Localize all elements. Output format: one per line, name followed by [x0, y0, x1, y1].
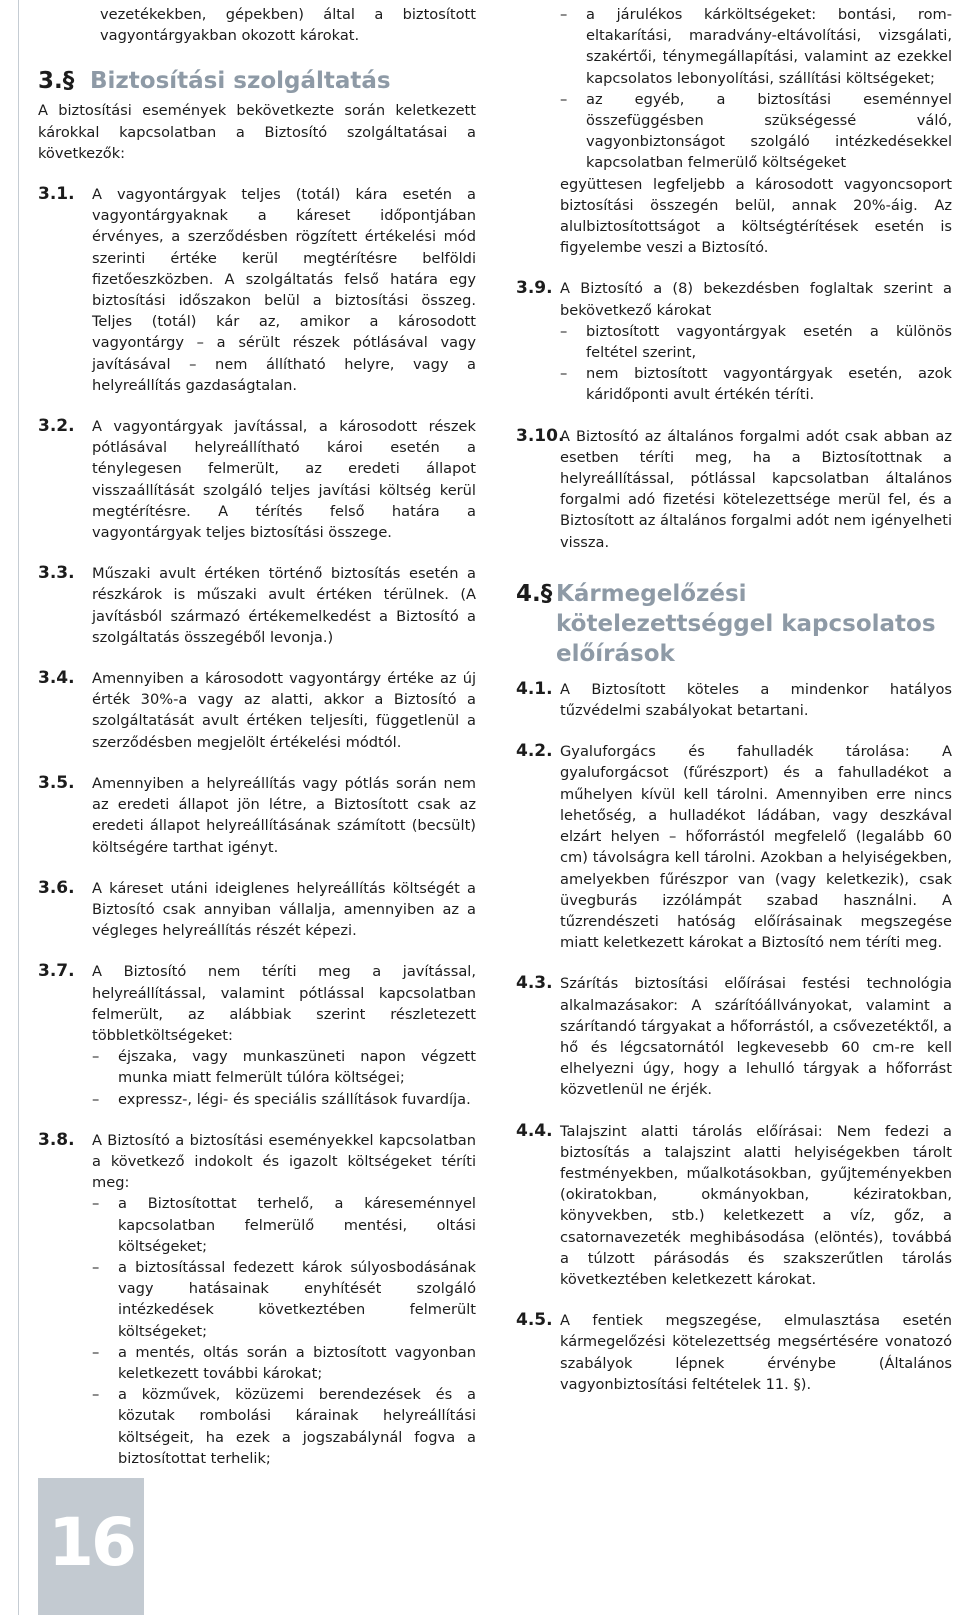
clause-3-2: [38, 416, 476, 543]
clause-text: A fentiek megszegése, elmulasztása esetén kármegelőzési kötelezettség megsértésére vonatozó szabályok lépnek érvénybe (Általános vagyonbiztosítási feltételek 11. §).: [560, 1312, 952, 1393]
clause-3-4: [38, 668, 476, 753]
dash-marker: –: [92, 1386, 100, 1404]
clause-4-4: [516, 1121, 952, 1291]
clause-text: A káreset utáni ideiglenes helyreállítás költségét a Biztosító csak annyiban vállalja, amennyiben az a végleges helyreállítás részét képezi.: [92, 879, 476, 940]
clause-number: 3.8.: [38, 1129, 75, 1150]
dash-marker: –: [92, 1343, 100, 1361]
dash-list: [92, 1193, 476, 1469]
clause-number: 3.4.: [38, 668, 75, 689]
dash-marker: –: [560, 6, 568, 23]
dash-marker: –: [92, 1258, 100, 1276]
list-item: – a mentés, oltás során a biztosított vagyonban keletkezett további károkat;: [92, 1343, 476, 1382]
section-4-title: Kármegelőzési kötelezettséggel kapcsolatos előírások: [556, 580, 936, 667]
section-3-heading: [38, 66, 476, 96]
dash-marker: –: [92, 1195, 100, 1213]
clause-number: 4.1.: [516, 678, 553, 699]
clause-text: Amennyiben a helyreállítás vagy pótlás során nem az eredeti állapot jön létre, a Biztosított csak az eredeti állapot helyreállításának számított (becsült) költségére tarthat igényt.: [92, 774, 476, 856]
list-item: – éjszaka, vagy munkaszüneti napon végzett munka miatt felmerült túlóra költségei;: [92, 1048, 476, 1087]
right-column: [516, 0, 952, 1395]
section-3-number: 3.§: [38, 68, 75, 95]
list-item: – nem biztosított vagyontárgyak esetén, azok káridőponti avult értékén téríti.: [560, 365, 952, 404]
clause-3-8: [38, 1130, 476, 1469]
clause-3-8-continuation: együttesen legfeljebb a károsodott vagyoncsoport biztosítási összegén belül, annak 20%-áig. Az alulbiztosítottságot a költségtérítések esetén is figyelembe veszi a Biztosító.: [560, 175, 952, 257]
clause-3-9: [516, 278, 952, 405]
clause-text: Szárítás biztosítási előírásai festési technológia alkalmazásakor: A szárítóállványokat, valamint a szárítandó tárgyakat a hőforrástól, a csővezetéktől, a hő és légcsatornától legkevesebb 60 cm-re kell elhelyezni úgy, hogy a lehulló tárgyak a hőforrást közvetlenül ne érjék.: [560, 975, 952, 1099]
list-item: – a Biztosítottat terhelő, a káreseménnyel kapcsolatban felmerülő mentési, oltási költségeket;: [92, 1195, 476, 1255]
margin-rule: [18, 0, 19, 1615]
clause-3-5: [38, 773, 476, 858]
clause-number: 3.1.: [38, 184, 75, 205]
clause-3-6: [38, 878, 476, 942]
clause-number: 4.4.: [516, 1120, 553, 1141]
intro-continuation: vezetékekben, gépekben) által a biztosított vagyontárgyakban okozott károkat.: [100, 6, 476, 45]
clause-text: A Biztosított köteles a mindenkor hatályos tűzvédelmi szabályokat betartani.: [560, 680, 952, 720]
clause-text: A Biztosító a (8) bekezdésben foglaltak szerint a bekövetkező károkat: [560, 280, 952, 319]
dash-marker: –: [560, 322, 568, 340]
section-3-title: Biztosítási szolgáltatás: [90, 68, 391, 95]
dash-marker: –: [92, 1048, 100, 1066]
clause-number: 3.9.: [516, 278, 553, 299]
clause-number: 4.3.: [516, 973, 553, 994]
list-item: – az egyéb, a biztosítási eseménnyel összefüggésben szükségessé váló, vagyonbiztonságot szolgáló intézkedésekkel kapcsolatban felmerülő költségeket: [560, 90, 952, 172]
clause-4-2: [516, 741, 952, 953]
clause-3-10: [516, 426, 952, 553]
clause-text: A vagyontárgyak javítással, a károsodott részek pótlásával helyreállítható károi esetén a ténylegesen felmerült, az eredeti állapot visszaállítását szolgáló teljes javítási költség kerül megtérítésre. A térítés felső határa a vagyontárgyak teljes biztosítási összege.: [92, 418, 476, 542]
section-3-intro: A biztosítási események bekövetkezte során keletkezett károkkal kapcsolatban a Biztosító szolgáltatásai a következők:: [38, 102, 476, 162]
clause-number: 3.10.: [516, 425, 565, 446]
left-column: [38, 0, 476, 1469]
clause-number: 3.3.: [38, 563, 75, 584]
section-4-number: 4.§: [516, 580, 553, 607]
dash-marker: –: [92, 1090, 100, 1108]
clause-number: 4.2.: [516, 741, 553, 762]
list-item: – a biztosítással fedezett károk súlyosbodásának vagy hatásainak enyhítését szolgáló intézkedések következtében felmerült költségeket;: [92, 1258, 476, 1340]
clause-4-5: [516, 1310, 952, 1395]
section-4-heading: [516, 579, 952, 669]
page-number: 16: [48, 1504, 134, 1581]
clause-number: 4.5.: [516, 1310, 553, 1331]
list-item: – a járulékos kárköltségeket: bontási, rom-eltakarítási, maradvány-eltávolítási, vizsgálati, szakértői, ténymegállapítási, valamint az ezekkel kapcsolatos lebonyolítási, szállítási költségeket;: [560, 6, 952, 87]
clause-text: Műszaki avult értéken történő biztosítás esetén a részkárok is műszaki avult értéken térülnek. (A javításból származó értékemelkedést a Biztosító a szolgáltatás összegéből levonja.): [92, 565, 476, 646]
list-item: – expressz-, légi- és speciális szállítások fuvardíja.: [92, 1089, 476, 1110]
clause-number: 3.2.: [38, 416, 75, 437]
clause-text: A Biztosító a biztosítási eseményekkel kapcsolatban a következő indokolt és igazolt költségeket téríti meg:: [92, 1131, 476, 1192]
clause-text: A Biztosító az általános forgalmi adót csak abban az esetben téríti meg, ha a Biztosítottnak a helyreállítással, pótlással kapcsolatban általános forgalmi adó fizetési kötelezettsége merül fel, és a Biztosított az általános forgalmi adót nem igényelheti vissza.: [560, 427, 952, 551]
clause-text: Amennyiben a károsodott vagyontárgy értéke az új érték 30%-a vagy az alatti, akkor a Biztosító a szolgáltatását avult értéken teljesíti, függetlenül a szerződésben megjelölt értékelési módtól.: [92, 670, 476, 751]
clause-3-1: [38, 184, 476, 396]
dash-marker: –: [560, 90, 568, 108]
list-item: – a közművek, közüzemi berendezések és a közutak rombolási kárainak helyreállítási költségeit, ha ezek a jogszabálynál fogva a biztosítottat terhelik;: [92, 1386, 476, 1467]
clause-3-3: [38, 563, 476, 648]
page-number-box: [38, 1478, 144, 1615]
clause-number: 3.6.: [38, 877, 75, 898]
list-item: – biztosított vagyontárgyak esetén a különös feltétel szerint,: [560, 322, 952, 362]
dash-list: [516, 4, 952, 174]
clause-text: A vagyontárgyak teljes (totál) kára esetén a vagyontárgyaknak a káreset időpontjában érvényes, a szerződésben rögzített értékelési mód szerinti értéke kerül megtérítésre belföldi fizetőeszközben. A szolgáltatás felső határa egy biztosítási időszakon belül a biztosítási összeg. Teljes (totál) kár az, amikor a károsodott vagyontárgy – a sérült részek pótlásával vagy javításával – nem állítható helyre, vagy a helyreállítás gazdaságtalan.: [92, 186, 476, 394]
clause-text: Gyaluforgács és fahulladék tárolása: A gyaluforgácsot (fűrészport) és a fahulladékot a műhelyen kívül kell tárolni. Amennyiben erre nincs lehetőség, a hulladékot ládában, vagy deszkával elzárt helyen – hőforrástól megfelelő (legalább 60 cm) távolságra kell tárolni. Azokban a helyiségekben, amelyekben fűrészpor van (vagy keletkezik), csak üvegburás izzólámpát szabad használni. A tűzrendészeti hatóság előírásainak megszegése miatt keletkezett károkat a Biztosító nem téríti meg.: [560, 743, 952, 952]
clause-4-1: [516, 679, 952, 721]
clause-text: Talajszint alatti tárolás előírásai: Nem fedezi a biztosítás a talajszint alatti helyiségekben tárolt festményekben, műalkotásokban, gyűjteményekben (okiratokban, okmányokban, kéziratokban, könyvekben, stb.) keletkezett a víz, gőz, a csatornavezeték meghibásodása (elöntés), továbbá a túlzott párásodás és szakszerűtlen tárolás következtében keletkezett károkat.: [560, 1122, 952, 1288]
dash-marker: –: [560, 365, 568, 383]
dash-list: [560, 321, 952, 406]
clause-number: 3.7.: [38, 961, 75, 982]
clause-number: 3.5.: [38, 772, 75, 793]
clause-text: A Biztosító nem téríti meg a javítással, helyreállítással, valamint pótlással kapcsolatban felmerült, az alábbiak szerint részletezett többletköltségeket:: [92, 963, 476, 1044]
dash-list: [92, 1046, 476, 1110]
clause-3-7: [38, 961, 476, 1109]
clause-4-3: [516, 973, 952, 1100]
